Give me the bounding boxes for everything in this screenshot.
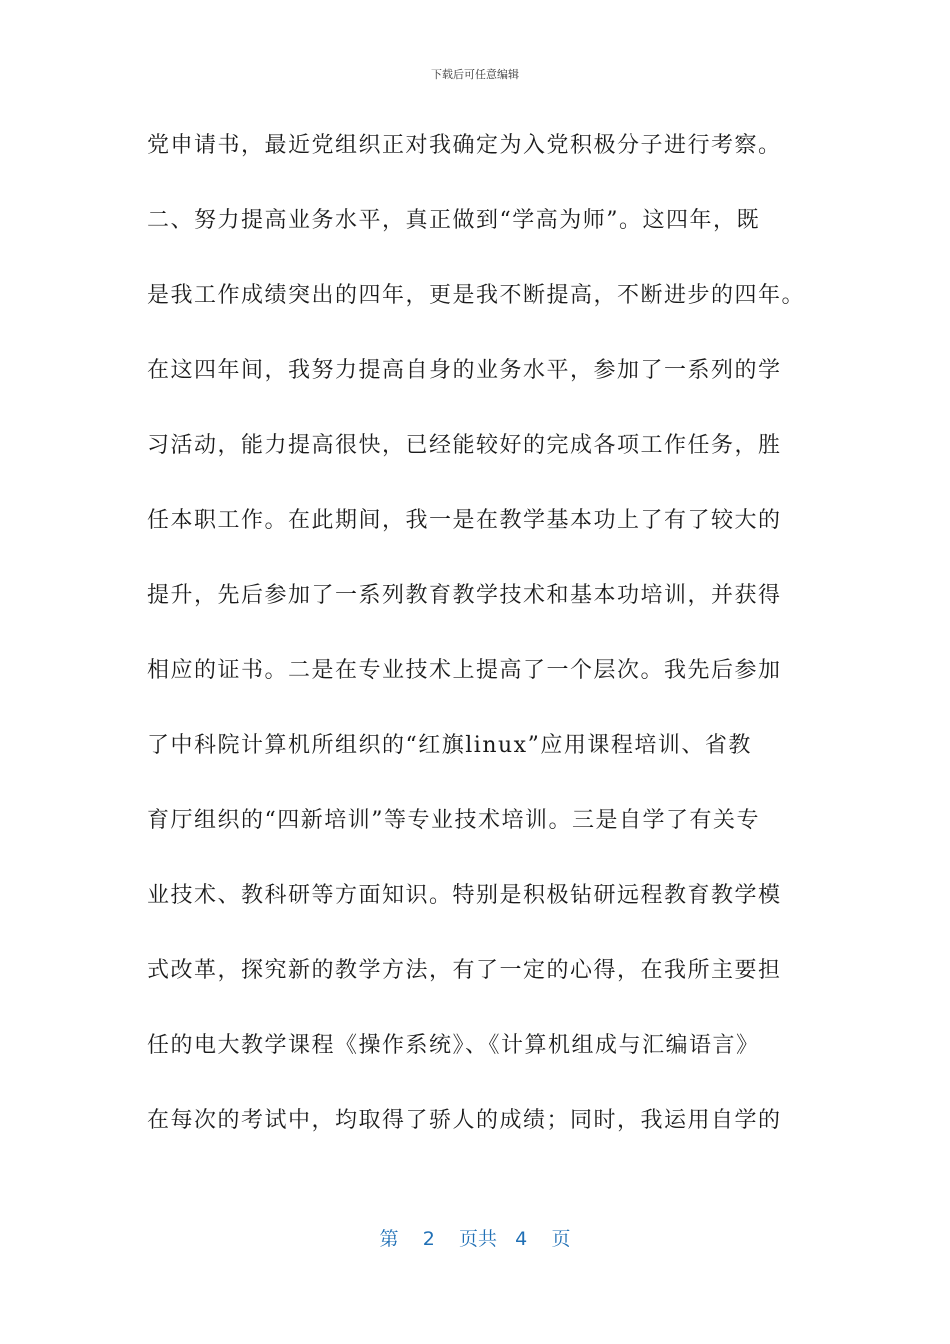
text-line: 相应的证书。二是在专业技术上提高了一个层次。我先后参加	[147, 658, 782, 683]
text-line: 业技术、教科研等方面知识。特别是积极钻研远程教育教学模	[147, 883, 782, 908]
page-prefix: 第	[379, 1228, 399, 1250]
text-line: 在这四年间，我努力提高自身的业务水平，参加了一系列的学	[147, 358, 782, 383]
document-body	[147, 125, 827, 1175]
page-number: 2	[422, 1228, 435, 1250]
text-line: 党申请书，最近党组织正对我确定为入党积极分子进行考察。	[147, 133, 782, 158]
text-line: 在每次的考试中，均取得了骄人的成绩；同时，我运用自学的	[147, 1108, 782, 1133]
page-footer	[0, 1224, 950, 1251]
header-note: 下载后可任意编辑	[431, 68, 519, 81]
total-pages: 4	[515, 1228, 528, 1250]
page-suffix: 页	[551, 1228, 571, 1250]
text-line: 任的电大教学课程《操作系统》、《计算机组成与汇编语言》	[147, 1033, 760, 1058]
text-line: 任本职工作。在此期间，我一是在教学基本功上了有了较大的	[147, 508, 782, 533]
text-line: 是我工作成绩突出的四年，更是我不断提高，不断进步的四年。	[147, 283, 806, 308]
text-line: 式改革，探究新的教学方法，有了一定的心得，在我所主要担	[147, 958, 782, 983]
text-line: 育厅组织的“四新培训”等专业技术培训。三是自学了有关专	[147, 808, 760, 833]
page-middle: 页共	[459, 1228, 498, 1250]
text-line: 二、努力提高业务水平，真正做到“学高为师”。这四年，既	[147, 208, 760, 233]
text-line: 提升，先后参加了一系列教育教学技术和基本功培训，并获得	[147, 583, 782, 608]
text-line: 了中科院计算机所组织的“红旗linux”应用课程培训、省教	[147, 733, 752, 758]
text-line: 习活动，能力提高很快，已经能较好的完成各项工作任务，胜	[147, 433, 782, 458]
